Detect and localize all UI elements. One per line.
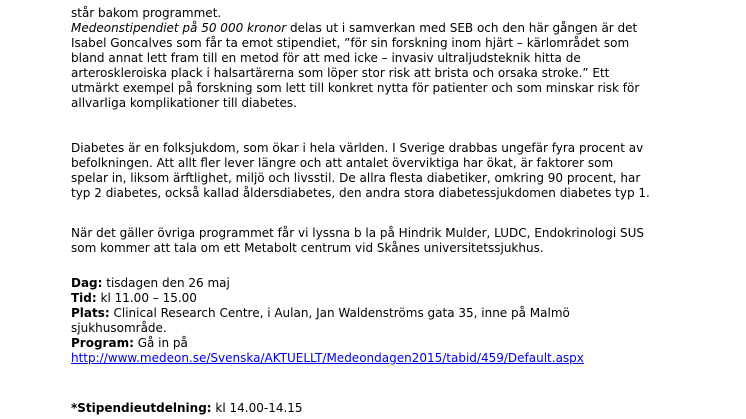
- stipend-value: kl 14.00-14.15: [211, 401, 303, 415]
- paragraph-line: allvarliga komplikationer till diabetes.: [71, 96, 297, 110]
- stipend-line: [71, 401, 711, 416]
- time-label: Tid:: [71, 291, 97, 305]
- event-place-cont: sjukhusområde.: [71, 321, 167, 335]
- event-program: [71, 336, 711, 351]
- paragraph-program: [71, 226, 711, 256]
- event-info: [71, 276, 711, 366]
- event-day: [71, 276, 711, 291]
- stipend-label: *Stipendieutdelning:: [71, 401, 212, 415]
- program-label: Program:: [71, 336, 134, 350]
- paragraph-line: arteroskleroiska plack i halsartärerna som löper stor risk att brista och orsaka stroke.” Ett: [71, 66, 610, 80]
- paragraph-line: Diabetes är en folksjukdom, som ökar i hela världen. I Sverige drabbas ungefär fyra procent av: [71, 141, 644, 155]
- stipend-title: Medeonstipendiet på 50 000 kronor: [71, 21, 287, 35]
- place-label: Plats:: [71, 306, 110, 320]
- paragraph-line: typ 2 diabetes, också kallad åldersdiabetes, den andra stora diabetessjukdomen diabetes typ 1.: [71, 186, 650, 200]
- paragraph-line: som kommer att tala om ett Metabolt centrum vid Skånes universitetssjukhus.: [71, 241, 544, 255]
- day-value: tisdagen den 26 maj: [102, 276, 230, 290]
- program-link[interactable]: http://www.medeon.se/Svenska/AKTUELLT/Medeondagen2015/tabid/459/Default.aspx: [71, 351, 584, 365]
- paragraph-diabetes: [71, 141, 711, 201]
- paragraph-line: utmärkt exempel på forskning som lett till konkret nytta för patienter och som minskar risk för: [71, 81, 640, 95]
- event-time: [71, 291, 711, 306]
- paragraph-line: bland annat lett fram till en metod för att med icke – invasiv ultraljudsteknik hitta de: [71, 51, 581, 65]
- paragraph-line: Isabel Goncalves som får ta emot stipendiet, ”för sin forskning inom hjärt – kärlområdet som: [71, 36, 630, 50]
- stipend-ceremony: [71, 401, 711, 416]
- paragraph-line: När det gäller övriga programmet får vi lyssna b la på Hindrik Mulder, LUDC, Endokrinologi SUS: [71, 226, 645, 240]
- program-link-line: [71, 351, 711, 366]
- paragraph-line: [71, 21, 711, 36]
- event-place: [71, 306, 711, 321]
- paragraph-line: befolkningen. Att allt fler lever längre och att antalet överviktiga har ökat, är faktorer som: [71, 156, 614, 170]
- day-label: Dag:: [71, 276, 103, 290]
- paragraph-stipend: [71, 21, 711, 111]
- time-value: kl 11.00 – 15.00: [96, 291, 197, 305]
- line-text: delas ut i samverkan med SEB och den här gången är det: [286, 21, 638, 35]
- place-value: Clinical Research Centre, i Aulan, Jan Waldenströms gata 35, inne på Malmö: [109, 306, 570, 320]
- intro-tail: står bakom programmet.: [71, 6, 222, 20]
- paragraph-line: spelar in, liksom ärftlighet, miljö och livsstil. De allra flesta diabetiker, omkring 90 procent, har: [71, 171, 641, 185]
- program-value: Gå in på: [133, 336, 188, 350]
